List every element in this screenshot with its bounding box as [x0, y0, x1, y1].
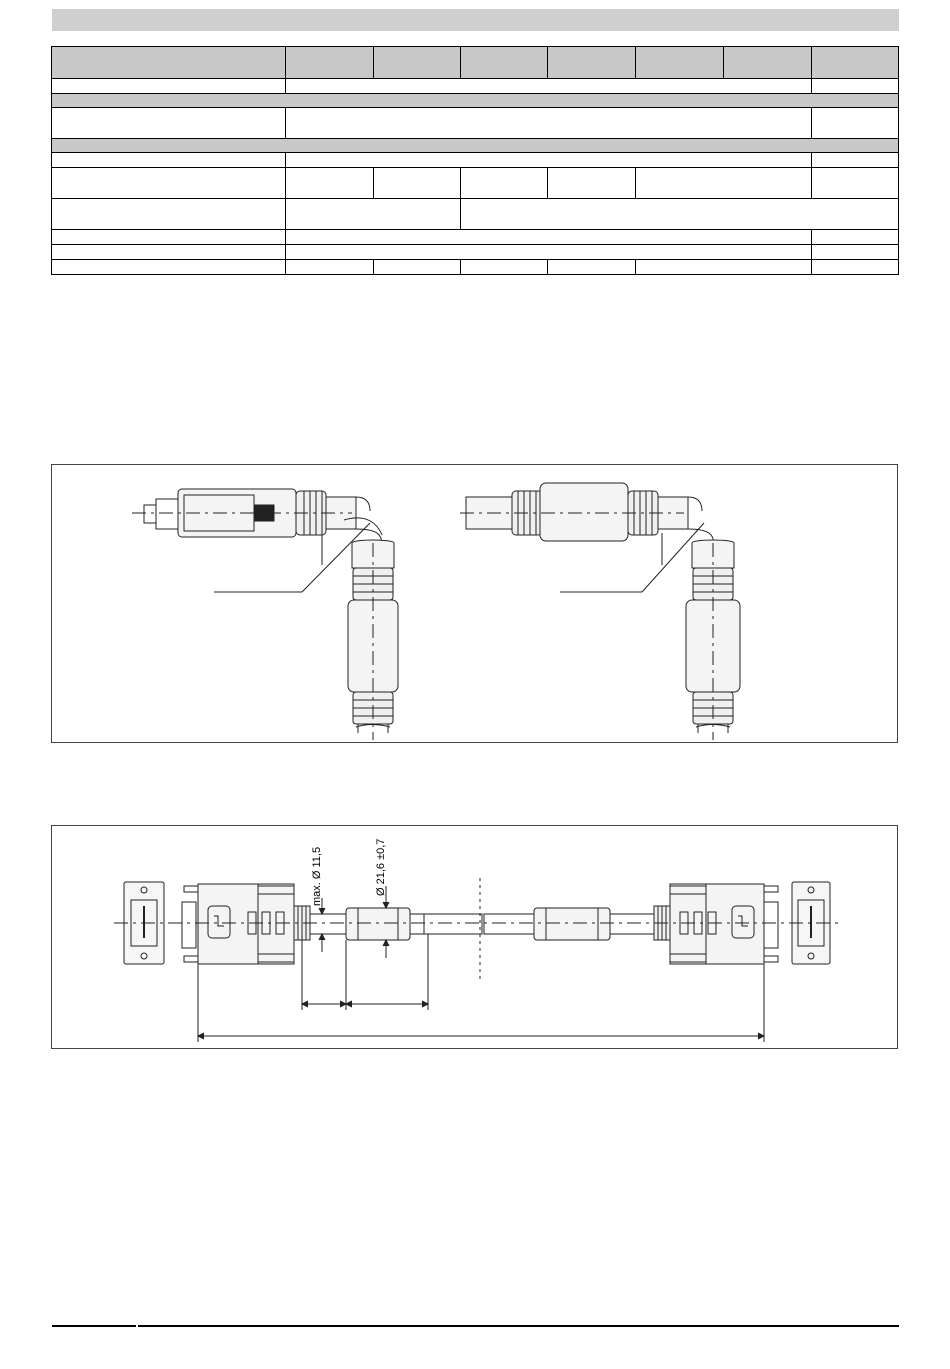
right-connector: [654, 884, 778, 964]
bending-radius-drawing: [52, 465, 897, 742]
table-row: [52, 79, 899, 94]
table-section-header: [52, 94, 899, 108]
footer-rule-left: [52, 1325, 136, 1327]
table-section-header: [52, 139, 899, 153]
table-row: [52, 168, 899, 199]
dimensions-drawing: [52, 826, 897, 1048]
bending-radius-figure: [51, 464, 898, 743]
table-row: [52, 230, 899, 245]
right-cable-drawing: [460, 483, 740, 740]
right-ferrite: [484, 908, 654, 940]
table-row: [52, 153, 899, 168]
ferrite-diameter-label: Ø 21,6 ±0,7: [375, 838, 387, 896]
max-diameter-label: max. Ø 11,5: [311, 846, 323, 906]
spec-table: [51, 46, 899, 275]
left-connector-drawing: [132, 489, 398, 740]
section-title-bar: [52, 9, 899, 31]
footer-rule-right: [138, 1325, 899, 1327]
table-row: [52, 108, 899, 139]
table-row: [52, 245, 899, 260]
table-row: [52, 260, 899, 275]
table-row: [52, 199, 899, 230]
left-ferrite: [346, 908, 482, 940]
dimensions-figure: [51, 825, 898, 1049]
table-header-row: [52, 47, 899, 79]
